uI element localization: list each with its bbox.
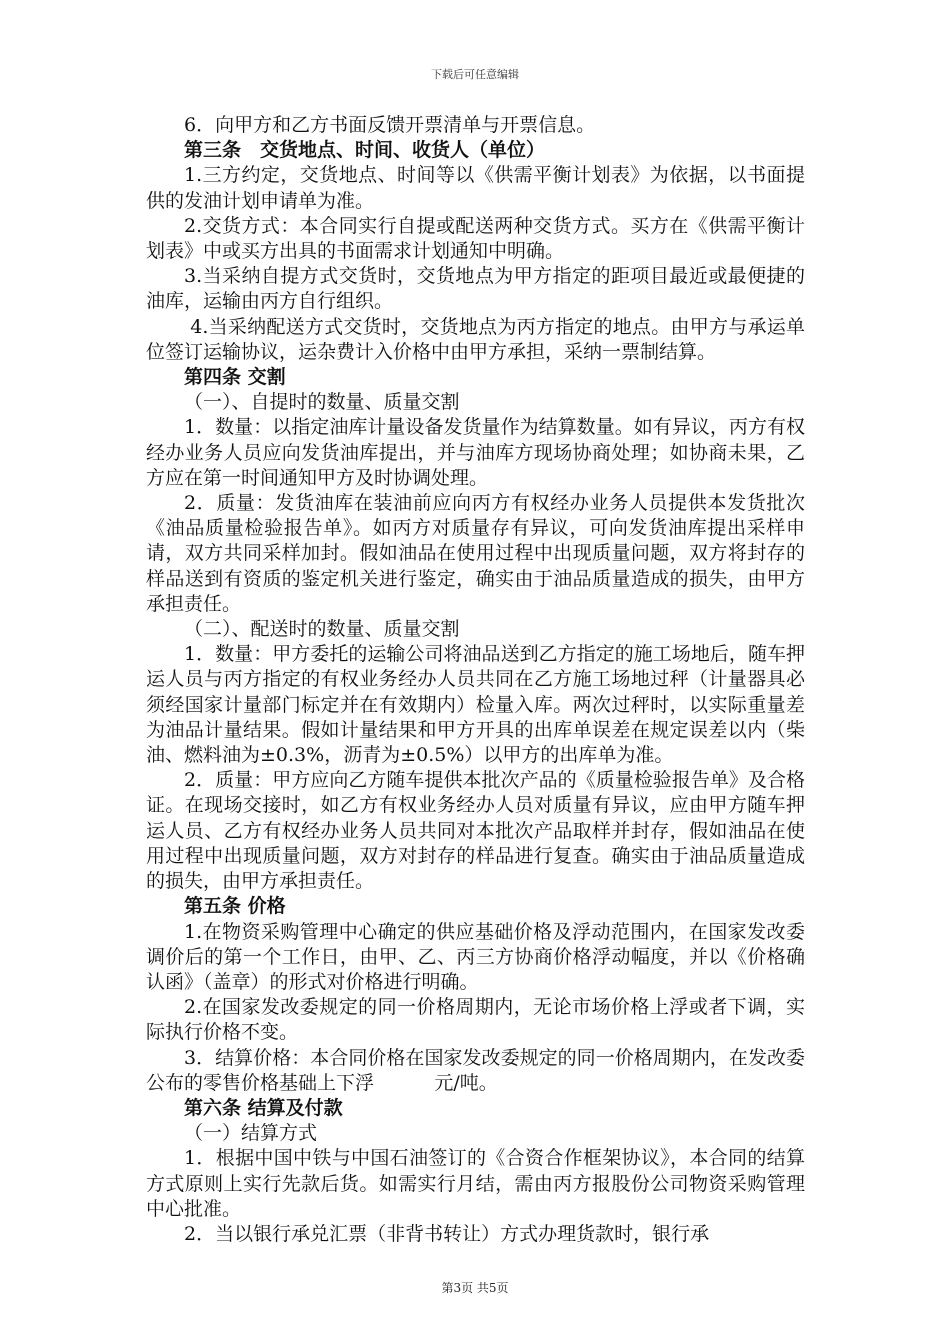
paragraph: 4.当采纳配送方式交货时，交货地点为丙方指定的地点。由甲方与承运单位签订运输协议，运杂费计入价格中由甲方承担，采纳一票制结算。: [146, 315, 805, 363]
paragraph: 3．结算价格：本合同价格在国家发改委规定的同一价格周期内，在发改委公布的零售价格基础上下浮 元/吨。: [146, 1046, 805, 1094]
paragraph: 1.在物资采购管理中心确定的供应基础价格及浮动范围内，在国家发改委调价后的第一个工作日，由甲、乙、丙三方协商价格浮动幅度，并以《价格确认函》（盖章）的形式对价格进行明确。: [146, 920, 805, 993]
section-heading: 第六条 结算及付款: [184, 1096, 343, 1119]
paragraph: 2．当以银行承兑汇票（非背书转让）方式办理货款时，银行承: [184, 1222, 710, 1245]
paragraph: 2．质量：发货油库在装油前应向丙方有权经办业务人员提供本发货批次《油品质量检验报告单》。如丙方对质量存有异议，可向发货油库提出采样申请，双方共同采样加封。假如油品在使用过程中出现质量问题，双方将封存的样品送到有资质的鉴定机关进行鉴定，确实由于油品质量造成的损失，由甲方承担责任。: [146, 492, 805, 615]
paragraph: 6．向甲方和乙方书面反馈开票清单与开票信息。: [184, 114, 596, 136]
paragraph: 1.三方约定，交货地点、时间等以《供需平衡计划表》为依据，以书面提供的发油计划申请单为准。: [146, 164, 805, 212]
paragraph: 2.在国家发改委规定的同一价格周期内，无论市场价格上浮或者下调，实际执行价格不变。: [146, 996, 805, 1044]
paragraph: 1．根据中国中铁与中国石油签订的《合资合作框架协议》，本合同的结算方式原则上实行先款后货。如需实行月结，需由丙方报股份公司物资采购管理中心批准。: [146, 1147, 805, 1220]
section-heading: 第三条 交货地点、时间、收货人（单位）: [184, 139, 546, 162]
subsection-heading: （一）结算方式: [184, 1122, 318, 1145]
section-heading: 第四条 交割: [184, 366, 286, 389]
subsection-heading: （二）、配送时的数量、质量交割: [184, 618, 460, 641]
paragraph: 2.交货方式：本合同实行自提或配送两种交货方式。买方在《供需平衡计划表》中或买方出具的书面需求计划通知中明确。: [146, 214, 805, 263]
paragraph: 1．数量：以指定油库计量设备发货量作为结算数量。如有异议，丙方有权经办业务人员应向发货油库提出，并与油库方现场协商处理；如协商未果，乙方应在第一时间通知甲方及时协调处理。: [146, 416, 805, 489]
subsection-heading: （一）、自提时的数量、质量交割: [184, 391, 460, 414]
document-body: [146, 113, 805, 1247]
paragraph: 1．数量：甲方委托的运输公司将油品送到乙方指定的施工场地后，随车押运人员与丙方指定的有权业务经办人员共同在乙方施工场地过秤（计量器具必须经国家计量部门标定并在有效期内）检量入库。两次过秤时，以实际重量差为油品计量结果。假如计量结果和甲方开具的出库单误差在规定误差以内（柴油、燃料油为±0.3%，沥青为±0.5%）以甲方的出库单为准。: [146, 643, 805, 767]
page-footer: 第3页 共5页: [441, 1281, 509, 1295]
paragraph: 2．质量：甲方应向乙方随车提供本批次产品的《质量检验报告单》及合格证。在现场交接时，如乙方有权业务经办人员对质量有异议，应由甲方随车押运人员、乙方有权经办业务人员共同对本批次产品取样并封存，假如油品在使用过程中出现质量问题，双方对封存的样品进行复查。确实由于油品质量造成的损失，由甲方承担责任。: [146, 769, 805, 893]
section-heading: 第五条 价格: [184, 895, 286, 918]
paragraph: 3.当采纳自提方式交货时，交货地点为甲方指定的距项目最近或最便捷的油库，运输由丙方自行组织。: [146, 265, 805, 313]
page-header: 下载后可任意编辑: [431, 68, 519, 81]
